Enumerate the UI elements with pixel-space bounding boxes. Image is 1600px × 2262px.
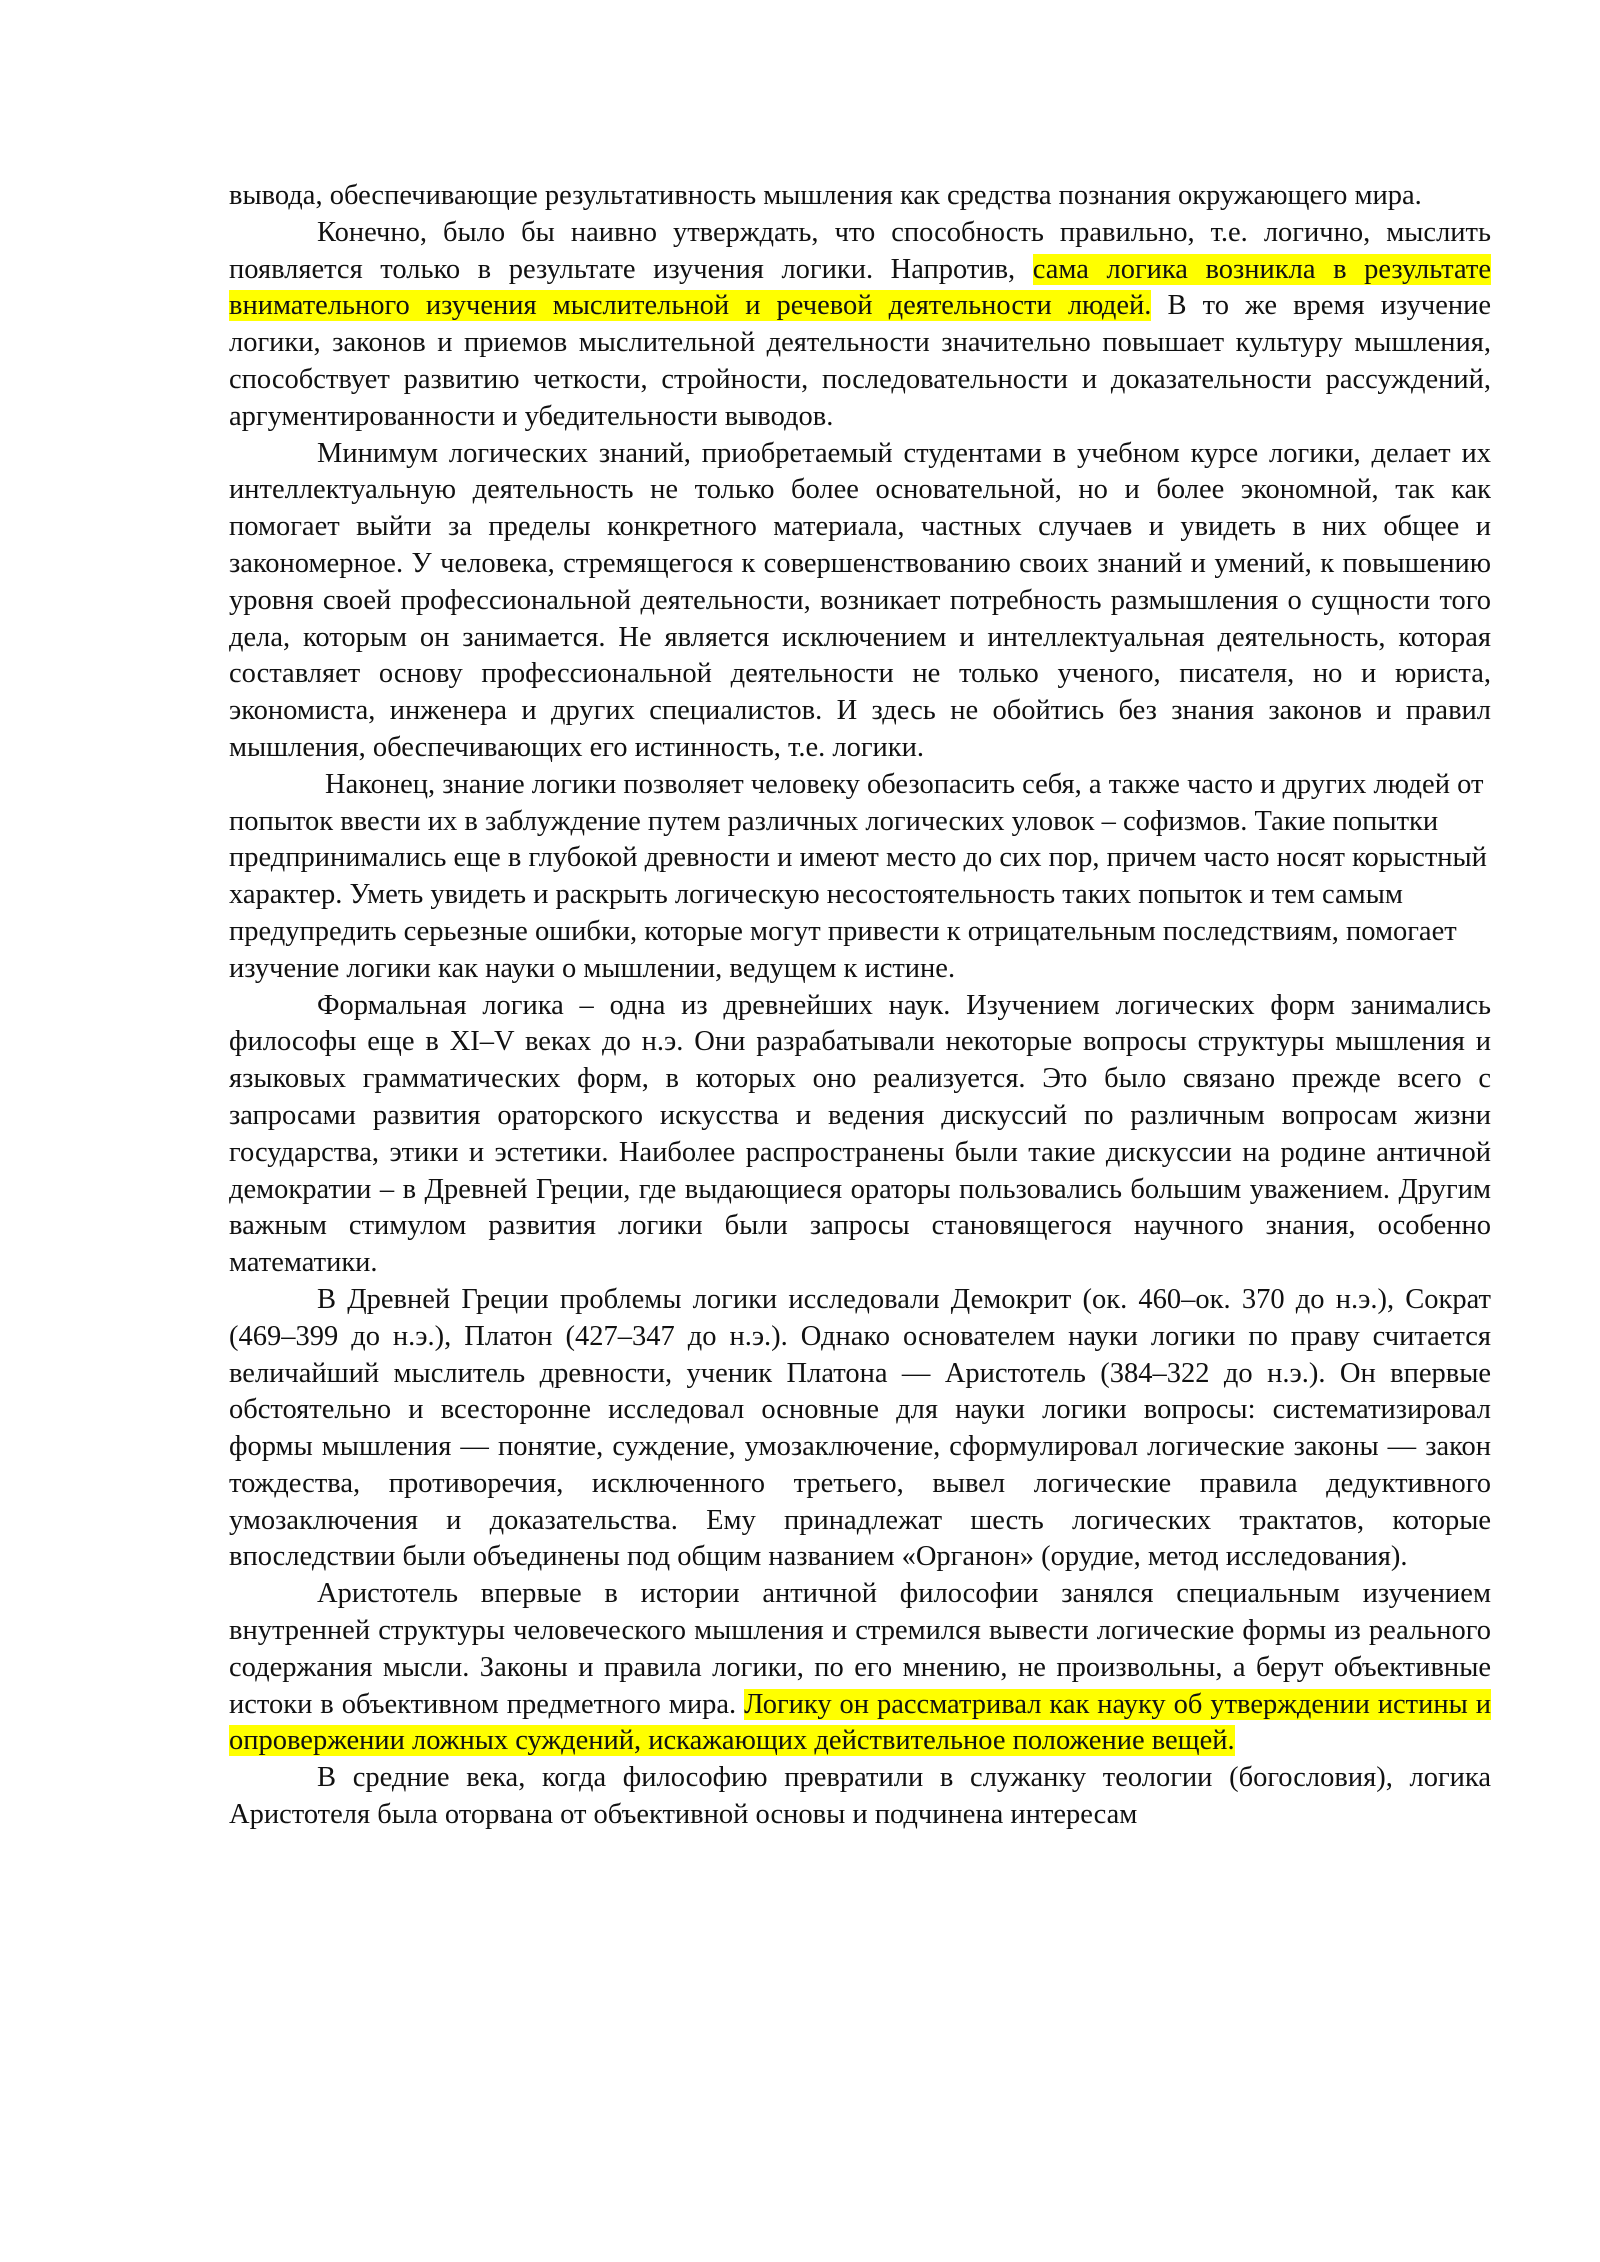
paragraph-ancient-greece	[229, 1282, 1491, 1576]
document-page	[229, 178, 1491, 1834]
paragraph-text: В то же время изучение логики, законов и приемов мыслительной деятельности значительно повышает культуру мышления, способствует развитию четкости, стройности, последовательности и доказательности рассуждений, аргументированности и убедительности выводов.	[229, 290, 1491, 432]
paragraph-continuation	[229, 178, 1491, 215]
paragraph-text: В Древней Греции проблемы логики исследовали Демокрит (ок. 460–ок. 370 до н.э.), Сократ (469–399 до н.э.), Платон (427–347 до н.э.). Однако основателем науки логики по праву считается величайший мыслитель древности, ученик Платона — Аристотель (384–322 до н.э.). Он впервые обстоятельно и всесторонне исследовал основные для науки логики вопросы: систематизировал формы мышления — понятие, суждение, умозаключение, сформулировал логические законы — закон тождества, противоречия, исключенного третьего, вывел логические правила дедуктивного умозаключения и доказательства. Ему принадлежат шесть логических трактатов, которые впоследствии были объединены под общим названием «Органон» (орудие, метод исследования).	[229, 1283, 1491, 1573]
paragraph-aristotle	[229, 1576, 1491, 1760]
paragraph-text: Аристотель впервые в истории античной философии занялся специальным изучением внутренней структуры человеческого мышления и стремился вывести логические формы из реального содержания мысли. Законы и правила логики, по его мнению, не произвольны, а берут объективные истоки в объективном предметного мира.	[229, 1578, 1491, 1720]
highlighted-text: сама логика возникла в результате внимательного изучения мыслительной и речевой деятельности людей.	[229, 253, 1491, 322]
highlighted-text: Логику он рассматривал как науку об утверждении истины и опровержении ложных суждений, искажающих действительное положение вещей.	[229, 1688, 1491, 1757]
paragraph-text: вывода, обеспечивающие результативность мышления как средства познания окружающего мира.	[229, 180, 1422, 211]
paragraph-text: Конечно, было бы наивно утверждать, что способность правильно, т.е. логично, мыслить появляется только в результате изучения логики. Напротив,	[229, 216, 1491, 285]
paragraph-text: Наконец, знание логики позволяет человеку обезопасить себя, а также часто и других людей от попыток ввести их в заблуждение путем различных логических уловок – софизмов. Такие попытки предпринимались еще в глубокой древности и имеют место до сих пор, причем часто носят корыстный характер. Уметь увидеть и раскрыть логическую несостоятельность таких попыток и тем самым предупредить серьезные ошибки, которые могут привести к отрицательным последствиям, помогает изучение логики как науки о мышлении, ведущем к истине.	[229, 768, 1487, 984]
paragraph-text: Минимум логических знаний, приобретаемый студентами в учебном курсе логики, делает их интеллектуальную деятельность не только более основательной, но и более экономной, так как помогает выйти за пределы конкретного материала, частных случаев и увидеть в них общее и закономерное. У человека, стремящегося к совершенствованию своих знаний и умений, к повышению уровня своей профессиональной деятельности, возникает потребность размышления о сущности того дела, которым он занимается. Не является исключением и интеллектуальная деятельность, которая составляет основу профессиональной деятельности не только ученого, писателя, но и юриста, экономиста, инженера и других специалистов. И здесь не обойтись без знания законов и правил мышления, обеспечивающих его истинность, т.е. логики.	[229, 437, 1491, 763]
paragraph-middle-ages	[229, 1760, 1491, 1834]
paragraph-sophisms	[229, 767, 1491, 988]
paragraph-formal-logic	[229, 988, 1491, 1282]
paragraph-logic-origin	[229, 215, 1491, 436]
paragraph-text: Формальная логика – одна из древнейших наук. Изучением логических форм занимались философы еще в XI–V веках до н.э. Они разрабатывали некоторые вопросы структуры мышления и языковых грамматических форм, в которых оно реализуется. Это было связано прежде всего с запросами развития ораторского искусства и ведения дискуссий по различным вопросам жизни государства, этики и эстетики. Наиболее распространены были такие дискуссии на родине античной демократии – в Древней Греции, где выдающиеся ораторы пользовались большим уважением. Другим важным стимулом развития логики были запросы становящегося научного знания, особенно математики.	[229, 989, 1491, 1279]
paragraph-text: В средние века, когда философию превратили в служанку теологии (богословия), логика Аристотеля была оторвана от объективной основы и подчинена интересам	[229, 1762, 1491, 1831]
paragraph-minimum-knowledge	[229, 436, 1491, 767]
